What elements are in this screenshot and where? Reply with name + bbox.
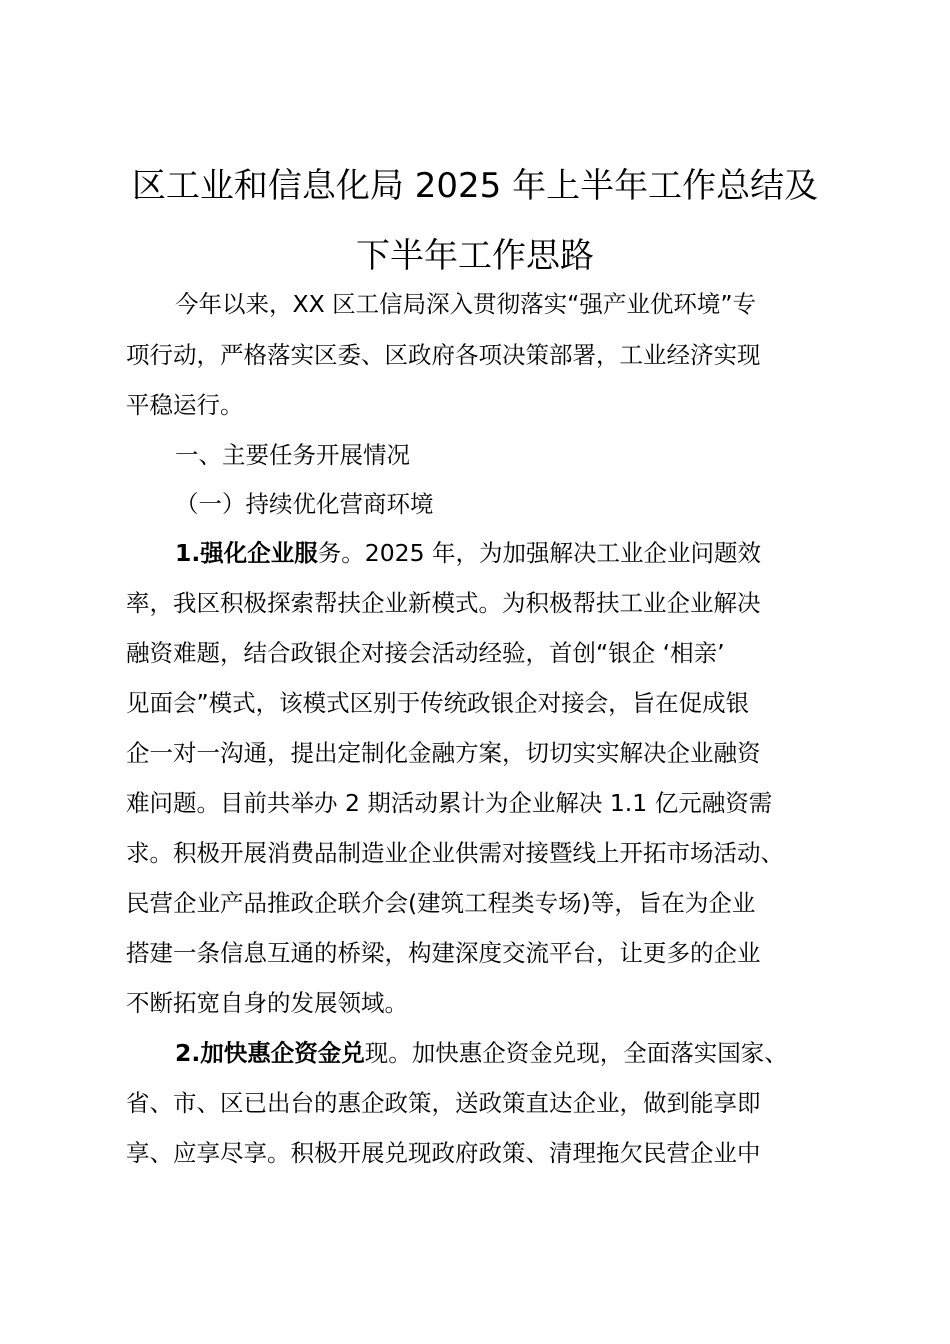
item-2-line-3: 享、应享尽享。积极开展兑现政府政策、清理拖欠民营企业中 [126, 1139, 761, 1167]
item-1-line-4: 见面会”模式，该模式区别于传统政银企对接会，旨在促成银 [126, 689, 750, 717]
item-1-heading: 1.强化企业服 [175, 539, 318, 567]
item-2-heading: 2.加快惠企资金兑 [175, 1039, 365, 1067]
item-1-line-3: 融资难题，结合政银企对接会活动经验，首创“银企 ‘相亲’ [126, 639, 725, 667]
item-2-first-line [175, 1035, 788, 1071]
document-title-line-2: 下半年工作思路 [356, 236, 594, 276]
item-1-line-10: 不断拓宽自身的发展领域。 [126, 989, 408, 1017]
subsection-heading-1: （一）持续优化营商环境 [175, 490, 434, 518]
item-2-text-start: 现。加快惠企资金兑现，全面落实国家、 [364, 1039, 788, 1067]
item-1-line-6: 难问题。目前共举办 2 期活动累计为企业解决 1.1 亿元融资需 [126, 789, 773, 817]
intro-line-3: 平稳运行。 [126, 391, 244, 419]
item-1-line-8: 民营企业产品推政企联介会(建筑工程类专场)等，旨在为企业 [126, 889, 756, 917]
item-2-line-2: 省、市、区已出台的惠企政策，送政策直达企业，做到能享即 [126, 1089, 761, 1117]
intro-line-1: 今年以来，XX 区工信局深入贯彻落实“强产业优环境”专 [175, 290, 757, 318]
item-1-line-7: 求。积极开展消费品制造业企业供需对接暨线上开拓市场活动、 [126, 839, 784, 867]
item-1-line-9: 搭建一条信息互通的桥梁，构建深度交流平台，让更多的企业 [126, 939, 761, 967]
item-1-text-start: 务。2025 年，为加强解决工业企业问题效 [317, 539, 762, 567]
intro-line-2: 项行动，严格落实区委、区政府各项决策部署，工业经济实现 [126, 341, 761, 369]
item-1-first-line [175, 535, 761, 571]
item-1-line-5: 企一对一沟通，提出定制化金融方案，切切实实解决企业融资 [126, 739, 761, 767]
section-heading-1: 一、主要任务开展情况 [175, 441, 410, 469]
item-1-line-2: 率，我区积极探索帮扶企业新模式。为积极帮扶工业企业解决 [126, 589, 761, 617]
document-title-line-1: 区工业和信息化局 2025 年上半年工作总结及 [131, 166, 819, 206]
